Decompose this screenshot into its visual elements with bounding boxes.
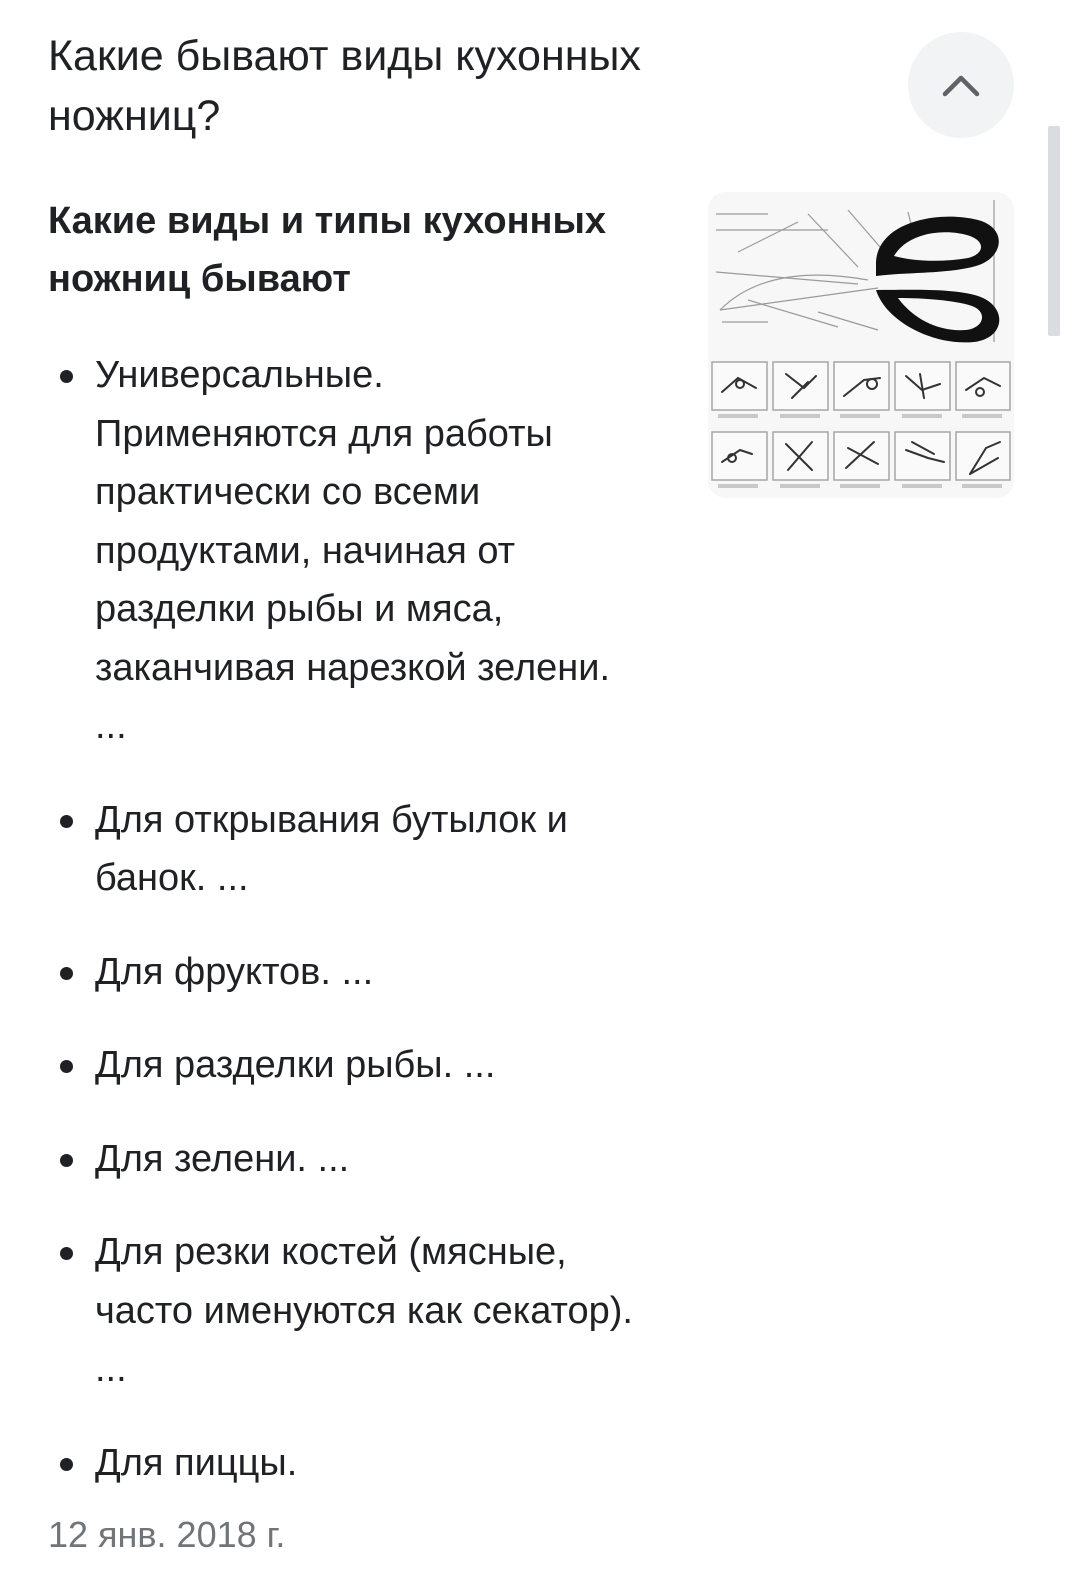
- list-item-text: Для резки костей (мясные, часто именуются как секатор). ...: [95, 1231, 633, 1390]
- list-item-text: Для разделки рыбы. ...: [95, 1044, 496, 1086]
- list-item: [0, 1434, 675, 1493]
- scrollbar[interactable]: [1048, 126, 1060, 336]
- scissors-diagram-image[interactable]: [708, 192, 1014, 498]
- list-item: [0, 346, 675, 756]
- bullet-dot: [60, 815, 73, 828]
- list-item: [0, 943, 675, 1002]
- bullet-dot: [60, 370, 73, 383]
- bullet-dot: [60, 967, 73, 980]
- list-item: [0, 1036, 675, 1095]
- list-item-text: Универсальные. Применяются для работы практически со всеми продуктами, начиная от разделки рыбы и мяса, заканчивая нарезкой зелени. ...: [95, 354, 611, 747]
- bullet-dot: [60, 1458, 73, 1471]
- bullet-dot: [60, 1154, 73, 1167]
- list-item: [0, 791, 675, 908]
- list-item-text: Для фруктов. ...: [95, 950, 374, 993]
- list-item-text: Для зелени. ...: [95, 1137, 350, 1180]
- question-title[interactable]: Какие бывают виды кухонных ножниц?: [48, 32, 641, 140]
- answer-list: [0, 346, 700, 1527]
- list-item: [0, 1223, 675, 1399]
- list-item-text: Для пиццы.: [95, 1441, 298, 1484]
- bullet-dot: [60, 1060, 73, 1073]
- answer-title: Какие виды и типы кухонных ножниц бывают: [48, 200, 607, 300]
- list-item-text: Для открывания бутылок и банок. ...: [95, 798, 568, 899]
- list-item: [0, 1130, 675, 1189]
- date-label: 12 янв. 2018 г.: [48, 1514, 286, 1555]
- chevron-up-icon: [941, 72, 981, 98]
- bullet-dot: [60, 1247, 73, 1260]
- collapse-button[interactable]: [908, 32, 1014, 138]
